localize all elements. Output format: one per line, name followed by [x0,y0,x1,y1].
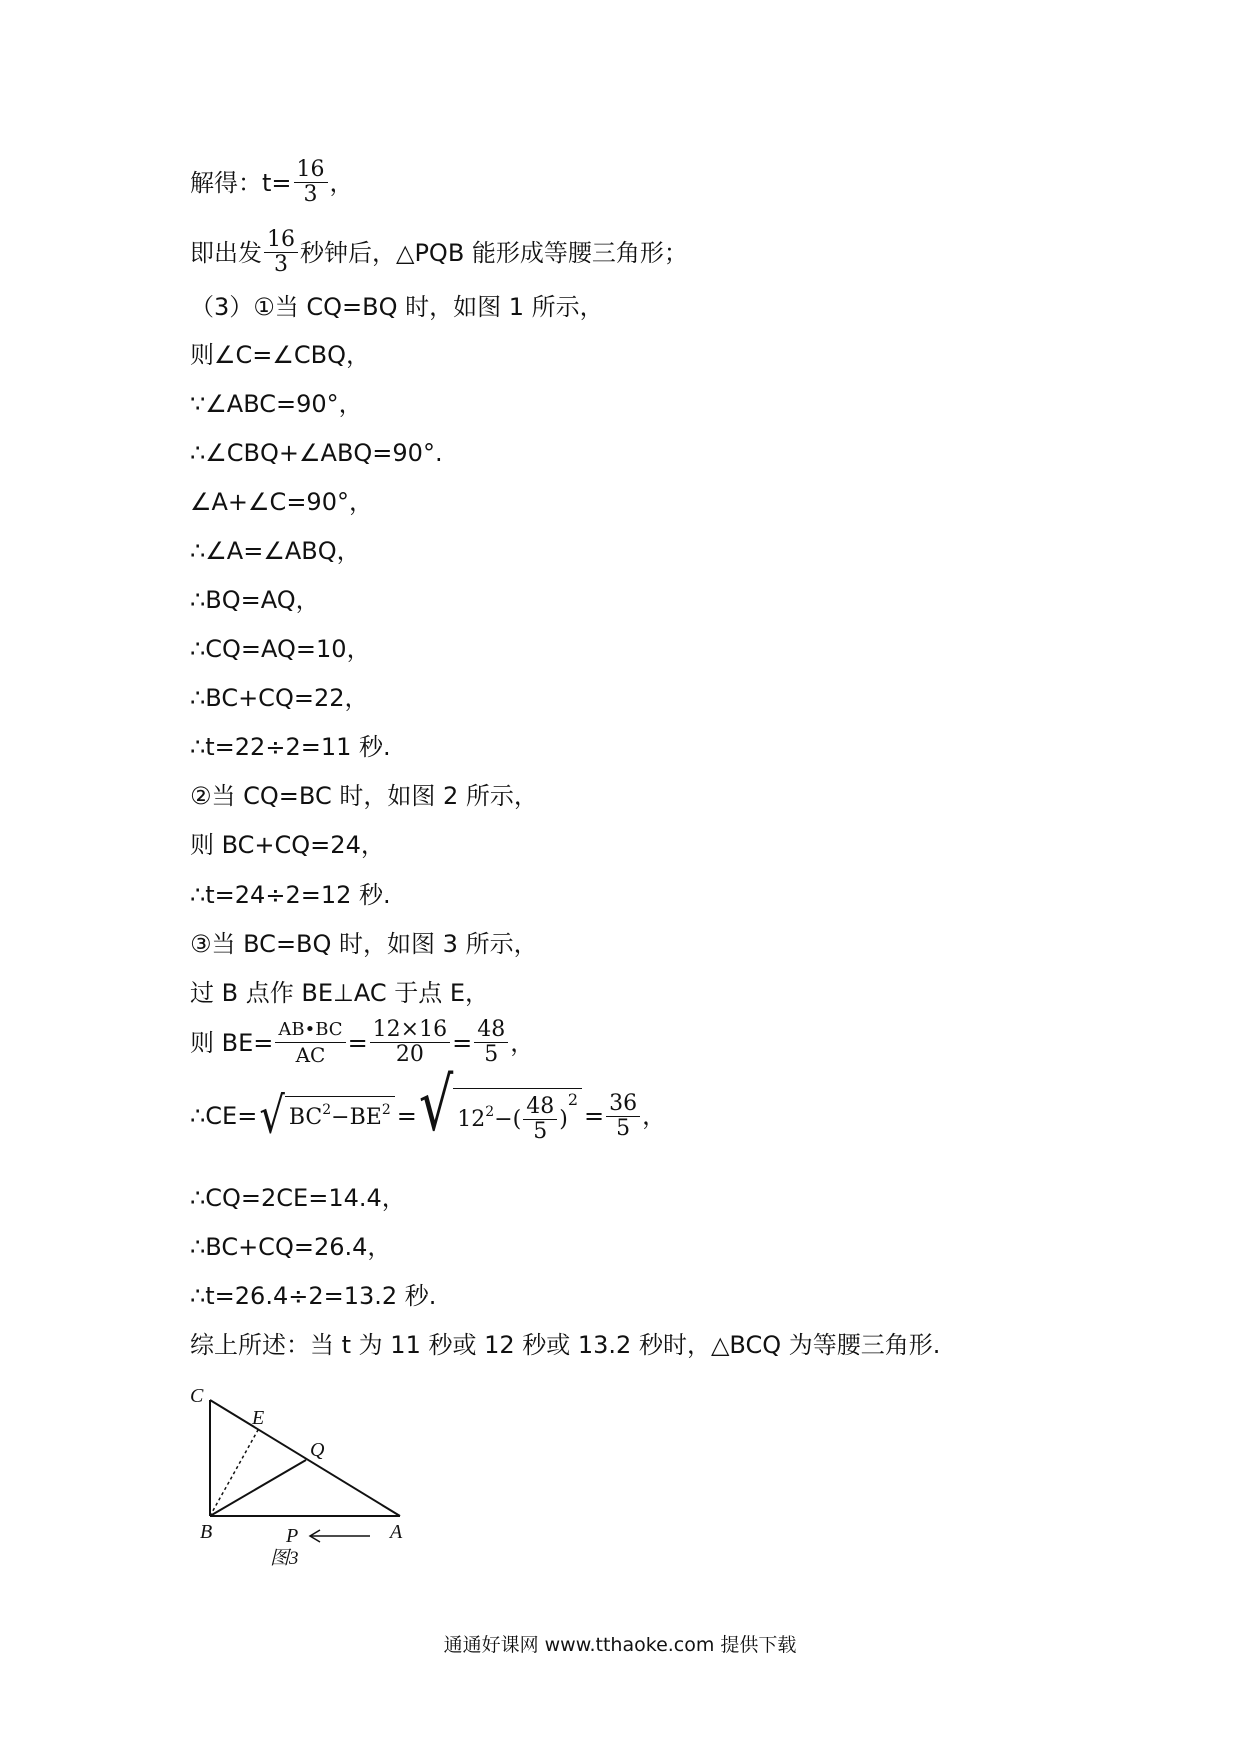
text-line: ∴t=24÷2=12 秒. [190,881,391,909]
text-line: ∴BC+CQ=26.4， [190,1233,392,1261]
text-line: （3）①当 CQ=BQ 时，如图 1 所示， [190,293,604,321]
square-root: √ 12 2 −( $\frac{48}{5}$ ) 2 [419,1088,582,1144]
fraction: $\frac{16}{3}$ [294,158,328,207]
label-e: E [252,1407,265,1429]
label-b: B [200,1521,213,1543]
text-line: 则 BC+CQ=24， [190,831,385,859]
text-line: ∴∠A=∠ABQ， [190,537,361,565]
label-c: C [190,1385,204,1407]
text-line: ∠A+∠C=90°， [190,488,373,516]
fraction: $\frac{48}{5}$ [523,1095,557,1144]
text-line: 则∠C=∠CBQ， [190,341,371,369]
line-ce-formula: ∴CE= √ BC 2 −BE 2 = √ 12 2 −( $\frac{48}{5}$ ) 2 = $\frac{36}{5}$ ， [190,1062,667,1148]
text-line: ∴t=26.4÷2=13.2 秒. [190,1282,437,1310]
fraction: $\frac{36}{5}$ [606,1092,640,1141]
square-root: √ BC 2 −BE 2 [259,1096,394,1136]
line-be-formula: 则 BE= $\frac{AB•BC}{AC}$ = $\frac{12\times 16}{20}$ = $\frac{48}{5}$ ， [190,1017,535,1067]
segment-bq [210,1460,306,1516]
triangle-figure-3 [180,1378,420,1578]
text-line-conclusion: 综上所述：当 t 为 11 秒或 12 秒或 13.2 秒时，△BCQ 为等腰三角形. [190,1331,941,1359]
text-line: ∴CQ=AQ=10， [190,635,371,663]
fraction: $\frac{48}{5}$ [474,1018,508,1067]
line-start-seconds: 即出发 $\frac{16}{3}$ 秒钟后，△PQB 能形成等腰三角形； [190,227,688,277]
line-solve-t: 解得：t= $\frac{16}{3}$ ， [190,157,354,207]
label-p: P [286,1525,299,1547]
label-a: A [390,1521,403,1543]
text-line: ∴t=22÷2=11 秒. [190,733,391,761]
text-line: ∵∠ABC=90°， [190,390,363,418]
figure-caption: 图3 [270,1548,299,1569]
text-line: ②当 CQ=BC 时，如图 2 所示， [190,782,538,810]
footer-credit: 通通好课网 www.tthaoke.com 提供下载 [443,1634,797,1656]
fraction: $\frac{12\times 16}{20}$ [370,1018,450,1067]
label-q: Q [310,1439,325,1461]
fraction: $\frac{AB•BC}{AC}$ [275,1018,345,1067]
text-line: ∴BQ=AQ， [190,586,320,614]
text-line: ∴∠CBQ+∠ABQ=90°. [190,439,443,467]
text-line: 过 B 点作 BE⊥AC 于点 E， [190,979,490,1007]
text-line: ∴CQ=2CE=14.4， [190,1184,406,1212]
text-line: ③当 BC=BQ 时，如图 3 所示， [190,930,538,958]
text-line: ∴BC+CQ=22， [190,684,369,712]
fraction: $\frac{16}{3}$ [264,228,298,277]
